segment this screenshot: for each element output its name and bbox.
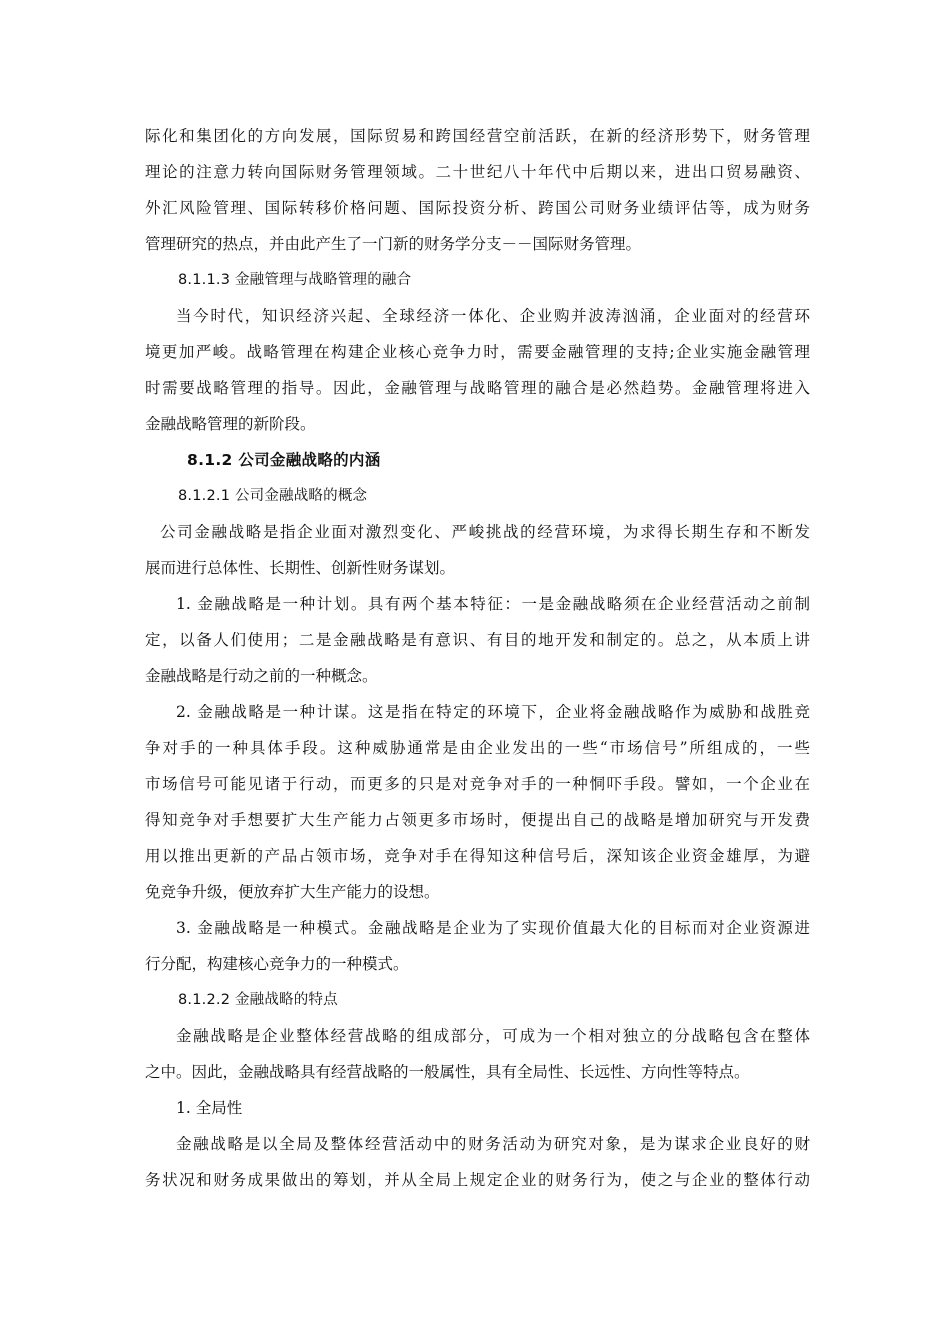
paragraph-line: 境更加严峻。战略管理在构建企业核心竞争力时，需要金融管理的支持;企业实施金融管理 — [145, 343, 810, 361]
paragraph-line: 用以推出更新的产品占领市场，竞争对手在得知这种信号后，深知该企业资金雄厚，为避 — [145, 847, 810, 865]
paragraph-line: 1. 金融战略是一种计划。具有两个基本特征：一是金融战略须在企业经营活动之前制 — [176, 595, 810, 613]
paragraph-line: 外汇风险管理、国际转移价格问题、国际投资分析、跨国公司财务业绩评估等，成为财务 — [145, 199, 810, 217]
section-subheading: 8.1.1.3 金融管理与战略管理的融合 — [178, 272, 412, 288]
paragraph-line: 定，以备人们使用；二是金融战略是有意识、有目的地开发和制定的。总之，从本质上讲 — [145, 631, 810, 649]
paragraph-line: 市场信号可能见诸于行动，而更多的只是对竞争对手的一种恫吓手段。譬如，一个企业在 — [145, 775, 810, 793]
paragraph-line: 管理研究的热点，并由此产生了一门新的财务学分支－－国际财务管理。 — [145, 235, 642, 253]
paragraph-line: 金融战略管理的新阶段。 — [145, 415, 316, 433]
paragraph-line: 理论的注意力转向国际财务管理领域。二十世纪八十年代中后期以来，进出口贸易融资、 — [145, 163, 810, 181]
paragraph-line: 3. 金融战略是一种模式。金融战略是企业为了实现价值最大化的目标而对企业资源进 — [176, 919, 810, 937]
list-item-label: 1. 全局性 — [176, 1099, 243, 1117]
paragraph-line: 时需要战略管理的指导。因此，金融管理与战略管理的融合是必然趋势。金融管理将进入 — [145, 379, 810, 397]
section-heading: 8.1.2 公司金融战略的内涵 — [187, 451, 381, 469]
paragraph-line: 金融战略是行动之前的一种概念。 — [145, 667, 378, 685]
document-body — [145, 118, 810, 1198]
paragraph-line: 公司金融战略是指企业面对激烈变化、严峻挑战的经营环境，为求得长期生存和不断发 — [160, 523, 810, 541]
paragraph-line: 金融战略是以全局及整体经营活动中的财务活动为研究对象，是为谋求企业良好的财 — [176, 1135, 810, 1153]
paragraph-line: 2. 金融战略是一种计谋。这是指在特定的环境下，企业将金融战略作为威胁和战胜竞 — [176, 703, 810, 721]
section-subheading: 8.1.2.2 金融战略的特点 — [178, 992, 338, 1008]
section-subheading: 8.1.2.1 公司金融战略的概念 — [178, 488, 368, 504]
paragraph-line: 行分配，构建核心竞争力的一种模式。 — [145, 955, 409, 973]
paragraph-line: 金融战略是企业整体经营战略的组成部分，可成为一个相对独立的分战略包含在整体 — [176, 1027, 810, 1045]
paragraph-line: 争对手的一种具体手段。这种威胁通常是由企业发出的一些“市场信号”所组成的，一些 — [145, 739, 810, 757]
paragraph-line: 之中。因此，金融战略具有经营战略的一般属性，具有全局性、长远性、方向性等特点。 — [145, 1063, 750, 1081]
paragraph-line: 展而进行总体性、长期性、创新性财务谋划。 — [145, 559, 456, 577]
paragraph-line: 当今时代，知识经济兴起、全球经济一体化、企业购并波涛汹涌，企业面对的经营环 — [176, 307, 810, 325]
paragraph-line: 免竞争升级，便放弃扩大生产能力的设想。 — [145, 883, 440, 901]
paragraph-line: 务状况和财务成果做出的筹划，并从全局上规定企业的财务行为，使之与企业的整体行动 — [145, 1171, 810, 1189]
paragraph-line: 际化和集团化的方向发展，国际贸易和跨国经营空前活跃，在新的经济形势下，财务管理 — [145, 127, 810, 145]
paragraph-line: 得知竞争对手想要扩大生产能力占领更多市场时，便提出自己的战略是增加研究与开发费 — [145, 811, 810, 829]
